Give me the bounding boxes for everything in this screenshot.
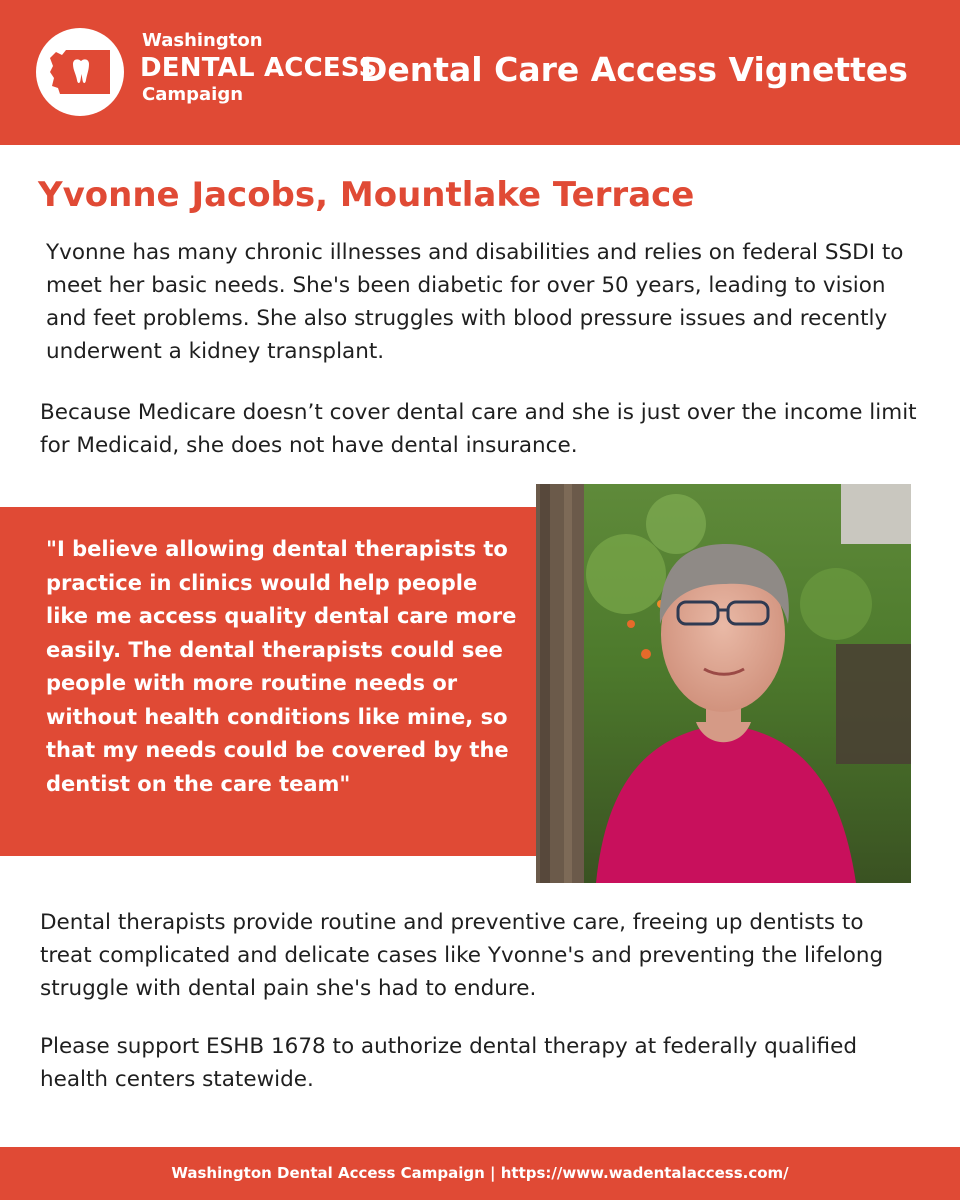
page-title: Dental Care Access Vignettes	[360, 50, 908, 89]
intro-paragraph: Yvonne has many chronic illnesses and disabilities and relies on federal SSDI to meet her basic needs. She's been diabetic for over 50 years, leading to vision and feet problems. She also struggles with blood pressure issues and recently underwent a kidney transplant.	[46, 240, 904, 364]
header-banner	[0, 0, 960, 145]
portrait-photo	[536, 484, 911, 883]
logo-line-campaign: Campaign	[142, 84, 244, 105]
person-heading: Yvonne Jacobs, Mountlake Terrace	[38, 175, 695, 215]
logo-wordmark	[140, 32, 378, 104]
washington-state-tooth-icon	[36, 28, 124, 116]
quote-text: "I believe allowing dental therapists to practice in clinics would help people like me access quality dental care more easily. The dental therapists could see people with more routine needs or without health conditions like mine, so that my needs could be covered by the dentist on the care team"	[46, 537, 517, 796]
call-to-action-paragraph: Please support ESHB 1678 to authorize dental therapy at federally qualified health centers statewide.	[40, 1034, 857, 1092]
logo-line-dental-access: DENTAL ACCESS	[140, 53, 378, 83]
therapists-paragraph: Dental therapists provide routine and preventive care, freeing up dentists to treat complicated and delicate cases like Yvonne's and preventing the lifelong struggle with dental pain she's had to endure.	[40, 910, 884, 1001]
footer-bar: Washington Dental Access Campaign | https://www.wadentalaccess.com/	[0, 1147, 960, 1200]
logo-line-washington: Washington	[142, 30, 263, 51]
logo-badge	[36, 28, 124, 116]
insurance-paragraph: Because Medicare doesn’t cover dental care and she is just over the income limit for Medicaid, she does not have dental insurance.	[40, 400, 917, 458]
